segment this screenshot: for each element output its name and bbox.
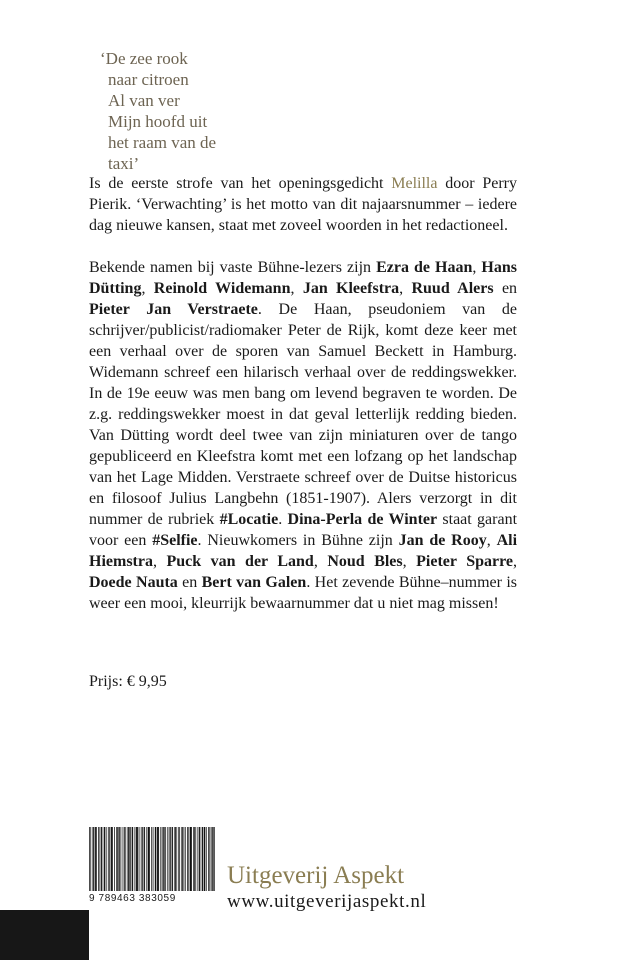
author-name: Pieter Jan Verstraete <box>89 301 258 318</box>
barcode-bar <box>106 827 107 891</box>
barcode-bar <box>172 827 173 891</box>
poem-line: naar citroen <box>108 70 189 89</box>
barcode-bar <box>175 827 176 891</box>
author-name: Ezra de Haan <box>376 259 473 276</box>
barcode-bar <box>104 827 105 891</box>
author-name: Puck van der Land <box>166 553 314 570</box>
barcode-bar <box>153 827 154 891</box>
separator: , <box>313 553 328 570</box>
poem-line: taxi’ <box>108 154 140 173</box>
barcode-bar <box>95 827 96 891</box>
barcode-bar <box>187 827 188 891</box>
author-name: Ruud Alers <box>411 280 494 297</box>
separator: , <box>486 532 497 549</box>
barcode-bar <box>184 827 185 891</box>
separator: , <box>152 553 167 570</box>
author-name: Jan de Rooy <box>398 532 487 549</box>
barcode-bar <box>111 827 112 891</box>
barcode-bar <box>191 827 192 891</box>
barcode-bar <box>163 827 164 891</box>
barcode-bar <box>194 827 195 891</box>
barcode-bar <box>200 827 201 891</box>
barcode-bar <box>205 827 206 891</box>
barcode-bar <box>176 827 177 891</box>
barcode-bar <box>190 827 191 891</box>
barcode-bar <box>137 827 138 891</box>
author-name: Dina-Perla de Winter <box>287 511 438 528</box>
author-name: Doede Nauta <box>89 574 178 591</box>
barcode-bar <box>156 827 157 891</box>
barcode-bar <box>135 827 136 891</box>
barcode-bar <box>136 827 137 891</box>
intro-text: door Perry Pierik. ‘Verwachting’ is het motto van dit najaarsnummer – iedere dag nieuwe kansen, staat met zoveel woorden in het redactioneel. <box>89 175 517 234</box>
separator: en <box>177 574 202 591</box>
barcode-bar <box>151 827 152 891</box>
barcode-bar <box>93 827 94 891</box>
barcode-bar <box>149 827 150 891</box>
barcode-bar <box>174 827 175 891</box>
barcode-bar <box>128 827 129 891</box>
contributors-paragraph <box>89 257 517 614</box>
barcode-bar <box>214 827 215 891</box>
separator: , <box>141 280 154 297</box>
author-name: Hans Dütting <box>89 259 517 297</box>
paragraph-text: . Nieuwkomers in Bühne zijn <box>197 532 399 549</box>
author-name: Bert van Galen <box>201 574 307 591</box>
barcode-bar <box>128 827 129 891</box>
poem-line: het raam van de <box>108 133 217 152</box>
barcode-bar <box>123 827 124 891</box>
barcode-bar <box>198 827 199 891</box>
barcode-bar <box>121 827 122 891</box>
barcode-bar <box>172 827 173 891</box>
barcode-bar <box>202 827 203 891</box>
barcode-bar <box>104 827 105 891</box>
barcode-bar <box>148 827 149 891</box>
barcode-bar <box>132 827 133 891</box>
barcode-bar <box>102 827 103 891</box>
barcode-bar <box>132 827 133 891</box>
rubric-name: #Locatie <box>219 511 279 528</box>
intro-paragraph <box>89 173 517 236</box>
barcode-bar <box>188 827 189 891</box>
barcode-bar <box>137 827 138 891</box>
barcode-bar <box>181 827 182 891</box>
separator: , <box>402 553 417 570</box>
author-name: Noud Bles <box>327 553 403 570</box>
barcode-bar <box>208 827 209 891</box>
barcode-bar <box>144 827 145 891</box>
barcode-bar <box>108 827 109 891</box>
barcode-bar <box>93 827 94 891</box>
rubric-name: #Selfie <box>152 532 198 549</box>
barcode-bar <box>139 827 140 891</box>
barcode-bar <box>124 827 125 891</box>
intro-text: Is de eerste strofe van het openingsgedicht <box>89 175 392 192</box>
separator: , <box>472 259 482 276</box>
separator: , <box>513 553 518 570</box>
paragraph-text: . De Haan, pseudoniem van de schrijver/publicist/radiomaker Peter de Rijk, komt deze keer met een verhaal over de sporen van Samuel Beckett in Hamburg. Widemann schreef een hilarisch verhaal over de reddingswekker. In de 19e eeuw was men bang om levend begraven te worden. De z.g. reddingswekker moest in dat geval letterlijk redding bieden. Van Dütting wordt deel twee van zijn miniaturen over de tango gepubliceerd en Kleefstra komt met een lofzang op het landschap van het Lage Midden. Verstraete schreef over de Duitse historicus en filosoof Julius Langbehn (1851-1907). Alers verzorgt in dit nummer de rubriek <box>89 301 518 528</box>
barcode-bar <box>157 827 158 891</box>
barcode-bar <box>100 827 101 891</box>
barcode-bar <box>158 827 159 891</box>
barcode-bar <box>169 827 170 891</box>
barcode-bar <box>119 827 120 891</box>
barcode-bar <box>162 827 163 891</box>
barcode-bar <box>96 827 97 891</box>
barcode-bar <box>211 827 212 891</box>
barcode-bar <box>146 827 147 891</box>
author-name: Pieter Sparre <box>416 553 514 570</box>
barcode-bar <box>213 827 214 891</box>
barcode-bar <box>155 827 156 891</box>
barcode-bar <box>165 827 166 891</box>
barcode-bar <box>182 827 183 891</box>
barcode-bar <box>202 827 203 891</box>
paragraph-text: Bekende namen bij vaste Bühne-lezers zijn <box>89 259 377 276</box>
barcode-bar <box>109 827 110 891</box>
barcode-bar <box>212 827 213 891</box>
barcode-bar <box>129 827 130 891</box>
poem-line: ‘De zee rook <box>100 49 188 68</box>
barcode-bar <box>193 827 194 891</box>
poem-title: Melilla <box>391 175 438 192</box>
barcode-bar <box>204 827 205 891</box>
paragraph-text: . Het zevende Bühne–nummer is weer een mooi, kleurrijk bewaarnummer dat u niet mag missen! <box>89 574 517 612</box>
barcode-bar <box>179 827 180 891</box>
barcode-bar <box>185 827 186 891</box>
separator: en <box>493 280 518 297</box>
barcode-bar <box>195 827 196 891</box>
author-name: Ali Hiemstra <box>89 532 518 570</box>
barcode-bar <box>95 827 96 891</box>
opening-poem-excerpt <box>100 48 330 174</box>
barcode-bar <box>101 827 102 891</box>
barcode-bar <box>118 827 119 891</box>
barcode-bar <box>167 827 168 891</box>
author-name: Reinold Widemann <box>153 280 291 297</box>
barcode-bar <box>170 827 171 891</box>
corner-color-block <box>0 910 89 960</box>
separator: , <box>399 280 412 297</box>
barcode-bar <box>178 827 179 891</box>
barcode-bar <box>158 827 159 891</box>
barcode-bar <box>130 827 131 891</box>
barcode-bar <box>149 827 150 891</box>
paragraph-text: . <box>278 511 288 528</box>
poem-line: Al van ver <box>108 91 180 110</box>
separator: , <box>290 280 303 297</box>
barcode-bar <box>89 827 90 891</box>
barcode-bar <box>191 827 192 891</box>
barcode-bar <box>90 827 91 891</box>
barcode-bar <box>164 827 165 891</box>
publisher-name: Uitgeverij Aspekt <box>227 862 405 889</box>
paragraph-text: staat garant voor een <box>89 511 518 549</box>
publisher-website[interactable]: www.uitgeverijaspekt.nl <box>227 891 427 912</box>
poem-line: Mijn hoofd uit <box>108 112 208 131</box>
isbn-number: 9 789463 383059 <box>89 893 176 904</box>
barcode-bar <box>111 827 112 891</box>
barcode-bar <box>144 827 145 891</box>
barcode-bar <box>114 827 115 891</box>
price-label: Prijs: € 9,95 <box>89 673 167 690</box>
barcode-bar <box>116 827 117 891</box>
barcode-bar <box>141 827 142 891</box>
barcode-bar <box>98 827 99 891</box>
barcode-bar <box>142 827 143 891</box>
barcode-bar <box>199 827 200 891</box>
author-name: Jan Kleefstra <box>302 280 400 297</box>
barcode-bar <box>206 827 207 891</box>
barcode-bar <box>125 827 126 891</box>
barcode-bar <box>209 827 210 891</box>
barcode-bar <box>117 827 118 891</box>
barcode-bar <box>112 827 113 891</box>
barcode-bar <box>160 827 161 891</box>
